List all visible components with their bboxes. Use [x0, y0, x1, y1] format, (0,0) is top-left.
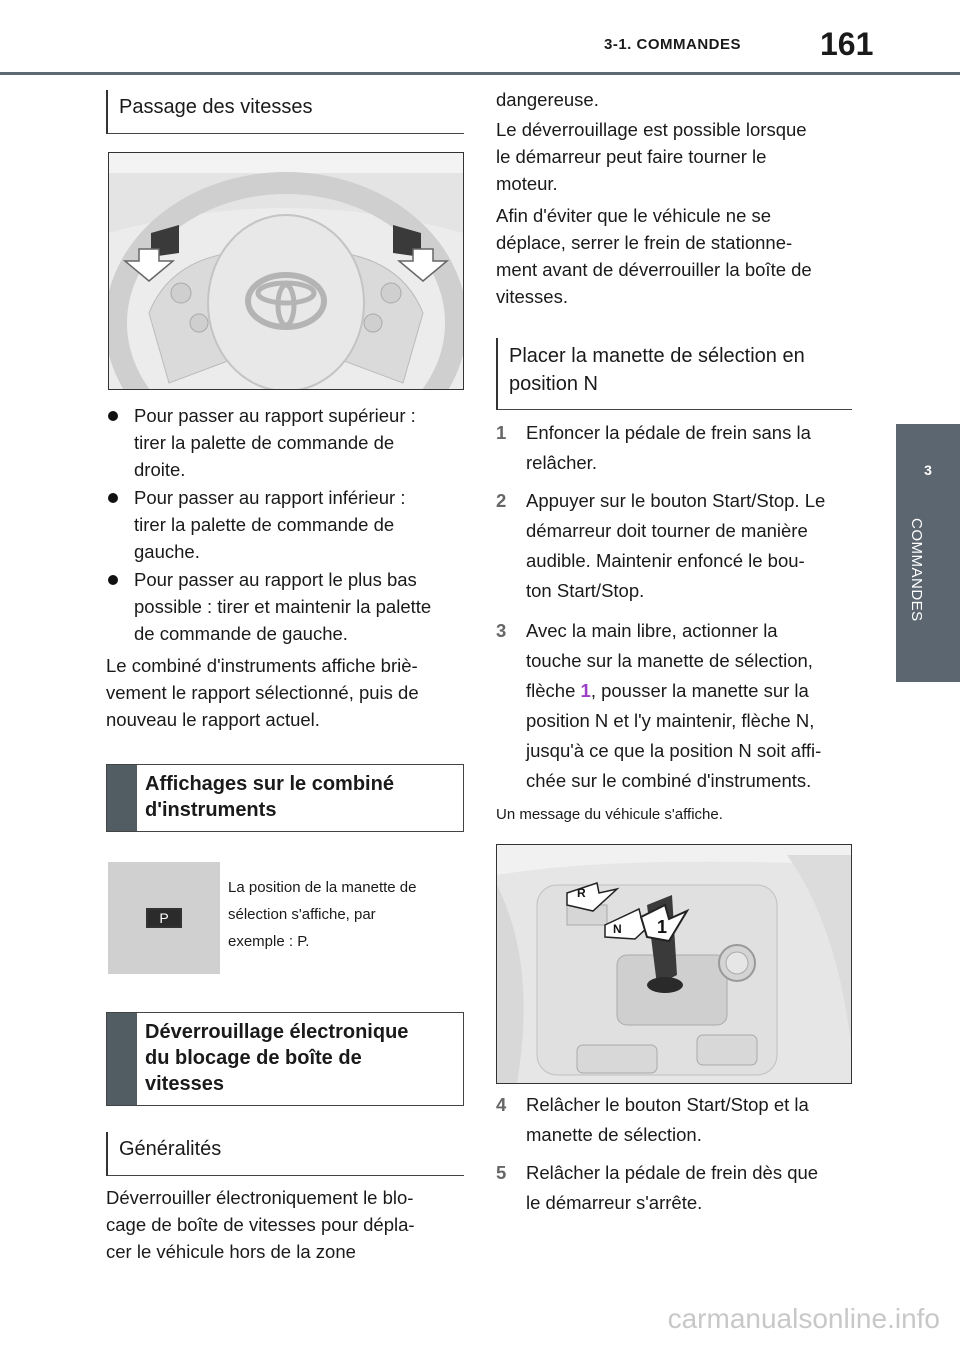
bullet-line: gauche. [134, 541, 200, 562]
bullet-line: tirer la palette de commande de [134, 514, 395, 535]
step-line: chée sur le combiné d'instruments. [526, 770, 812, 791]
bullet-dot [108, 493, 118, 503]
step-line: le démarreur s'arrête. [526, 1192, 703, 1213]
heading-deverrouillage [106, 1012, 464, 1106]
watermark: carmanualsonline.info [667, 1303, 940, 1334]
bullet-dot [108, 411, 118, 421]
text-line: ment avant de déverrouiller la boîte de [496, 259, 812, 280]
heading-generalites [106, 1132, 464, 1176]
gear-selector-figure [496, 844, 852, 1084]
bullet-item [108, 484, 464, 566]
label-r: R [577, 886, 586, 900]
bullet-dot [108, 575, 118, 585]
chapter-number: 3 [924, 462, 932, 478]
step-line: Avec la main libre, actionner la [526, 620, 778, 641]
ref-prefix: flèche [526, 680, 581, 701]
chapter-tab [896, 424, 960, 682]
bullet-line: tirer la palette de commande de [134, 432, 395, 453]
label-n: N [613, 922, 622, 936]
step-4 [496, 1090, 866, 1150]
text-line: Le combiné d'instruments affiche briè- [106, 655, 418, 676]
bullet-line: possible : tirer et maintenir la palette [134, 596, 432, 617]
paragraph-eviter [496, 202, 866, 310]
heading-line: vitesses [145, 1073, 224, 1095]
text-line: le démarreur peut faire tourner le [496, 146, 767, 167]
ref-suffix: , pousser la manette sur la [590, 680, 809, 701]
arrow-reference-number: 1 [580, 680, 591, 701]
step-line: démarreur doit tourner de manière [526, 520, 808, 541]
bullet-item [108, 566, 464, 648]
step-line-with-ref [526, 676, 821, 706]
text-line: cer le véhicule hors de la zone [106, 1241, 356, 1262]
step-line: relâcher. [526, 452, 597, 473]
bullet-line: Pour passer au rapport le plus bas [134, 569, 417, 590]
step-line: Enfoncer la pédale de frein sans la [526, 422, 811, 443]
steering-wheel-figure [108, 152, 464, 390]
heading-line: position N [509, 373, 598, 395]
heading-text: Passage des vitesses [119, 96, 313, 118]
caption-line: exemple : P. [228, 933, 310, 950]
paragraph-continued [496, 86, 866, 113]
chapter-label: COMMANDES [908, 518, 925, 622]
header-rule [0, 72, 960, 75]
caption-line: La position de la manette de [228, 879, 417, 896]
step-1 [496, 418, 866, 478]
arrow-number-1: 1 [657, 917, 668, 937]
text-line: vitesses. [496, 286, 568, 307]
heading-line: du blocage de boîte de [145, 1047, 362, 1069]
paragraph-generalites [106, 1184, 476, 1265]
step-line: position N et l'y maintenir, flèche N, [526, 710, 815, 731]
paragraph-combine [106, 652, 476, 733]
text-line: moteur. [496, 173, 558, 194]
step-line: manette de sélection. [526, 1124, 702, 1145]
heading-placer [496, 338, 852, 410]
display-p-thumbnail [108, 862, 220, 974]
step-2 [496, 486, 866, 606]
bullet-item [108, 402, 464, 484]
step-line: touche sur la manette de sélection, [526, 650, 813, 671]
text-line: Déverrouiller électroniquement le blo- [106, 1187, 414, 1208]
heading-bar [107, 765, 137, 831]
heading-bar [107, 1013, 137, 1105]
bullet-line: droite. [134, 459, 186, 480]
heading-line: d'instruments [145, 799, 277, 821]
display-caption [228, 874, 468, 955]
bullet-line: de commande de gauche. [134, 623, 348, 644]
heading-line: Affichages sur le combiné [145, 773, 394, 795]
steering-wheel-illustration [109, 153, 463, 389]
step-number: 2 [496, 490, 507, 511]
bullet-line: Pour passer au rapport inférieur : [134, 487, 406, 508]
heading-line: Déverrouillage électronique [145, 1021, 409, 1043]
paragraph-possible [496, 116, 866, 197]
step-5 [496, 1158, 866, 1218]
gear-p-indicator: P [146, 908, 182, 928]
page-number: 161 [820, 26, 874, 62]
text-line: vement le rapport sélectionné, puis de [106, 682, 419, 703]
step-line: jusqu'à ce que la position N soit affi- [526, 740, 822, 761]
step-line: Relâcher le bouton Start/Stop et la [526, 1094, 809, 1115]
caption-line: sélection s'affiche, par [228, 906, 376, 923]
text-line: dangereuse. [496, 89, 599, 110]
heading-text: Généralités [119, 1138, 222, 1160]
step-line: ton Start/Stop. [526, 580, 645, 601]
text-line: Afin d'éviter que le véhicule ne se [496, 205, 772, 226]
step-3 [496, 616, 866, 796]
step-number: 4 [496, 1094, 507, 1115]
text-line: Le déverrouillage est possible lorsque [496, 119, 807, 140]
step-line: Relâcher la pédale de frein dès que [526, 1162, 819, 1183]
heading-affichages [106, 764, 464, 832]
step-line: Appuyer sur le bouton Start/Stop. Le [526, 490, 826, 511]
step-number: 5 [496, 1162, 507, 1183]
gear-selector-illustration [497, 845, 851, 1083]
heading-passage-vitesses [106, 90, 464, 134]
step-number: 1 [496, 422, 507, 443]
bullet-line: Pour passer au rapport supérieur : [134, 405, 416, 426]
text-line: nouveau le rapport actuel. [106, 709, 320, 730]
step-line: audible. Maintenir enfoncé le bou- [526, 550, 805, 571]
text-line: déplace, serrer le frein de stationne- [496, 232, 793, 253]
text-line: cage de boîte de vitesses pour dépla- [106, 1214, 415, 1235]
vehicle-message-note: Un message du véhicule s'affiche. [496, 806, 723, 823]
section-title: 3-1. COMMANDES [604, 36, 742, 53]
step-number: 3 [496, 620, 507, 641]
heading-line: Placer la manette de sélection en [509, 345, 805, 367]
